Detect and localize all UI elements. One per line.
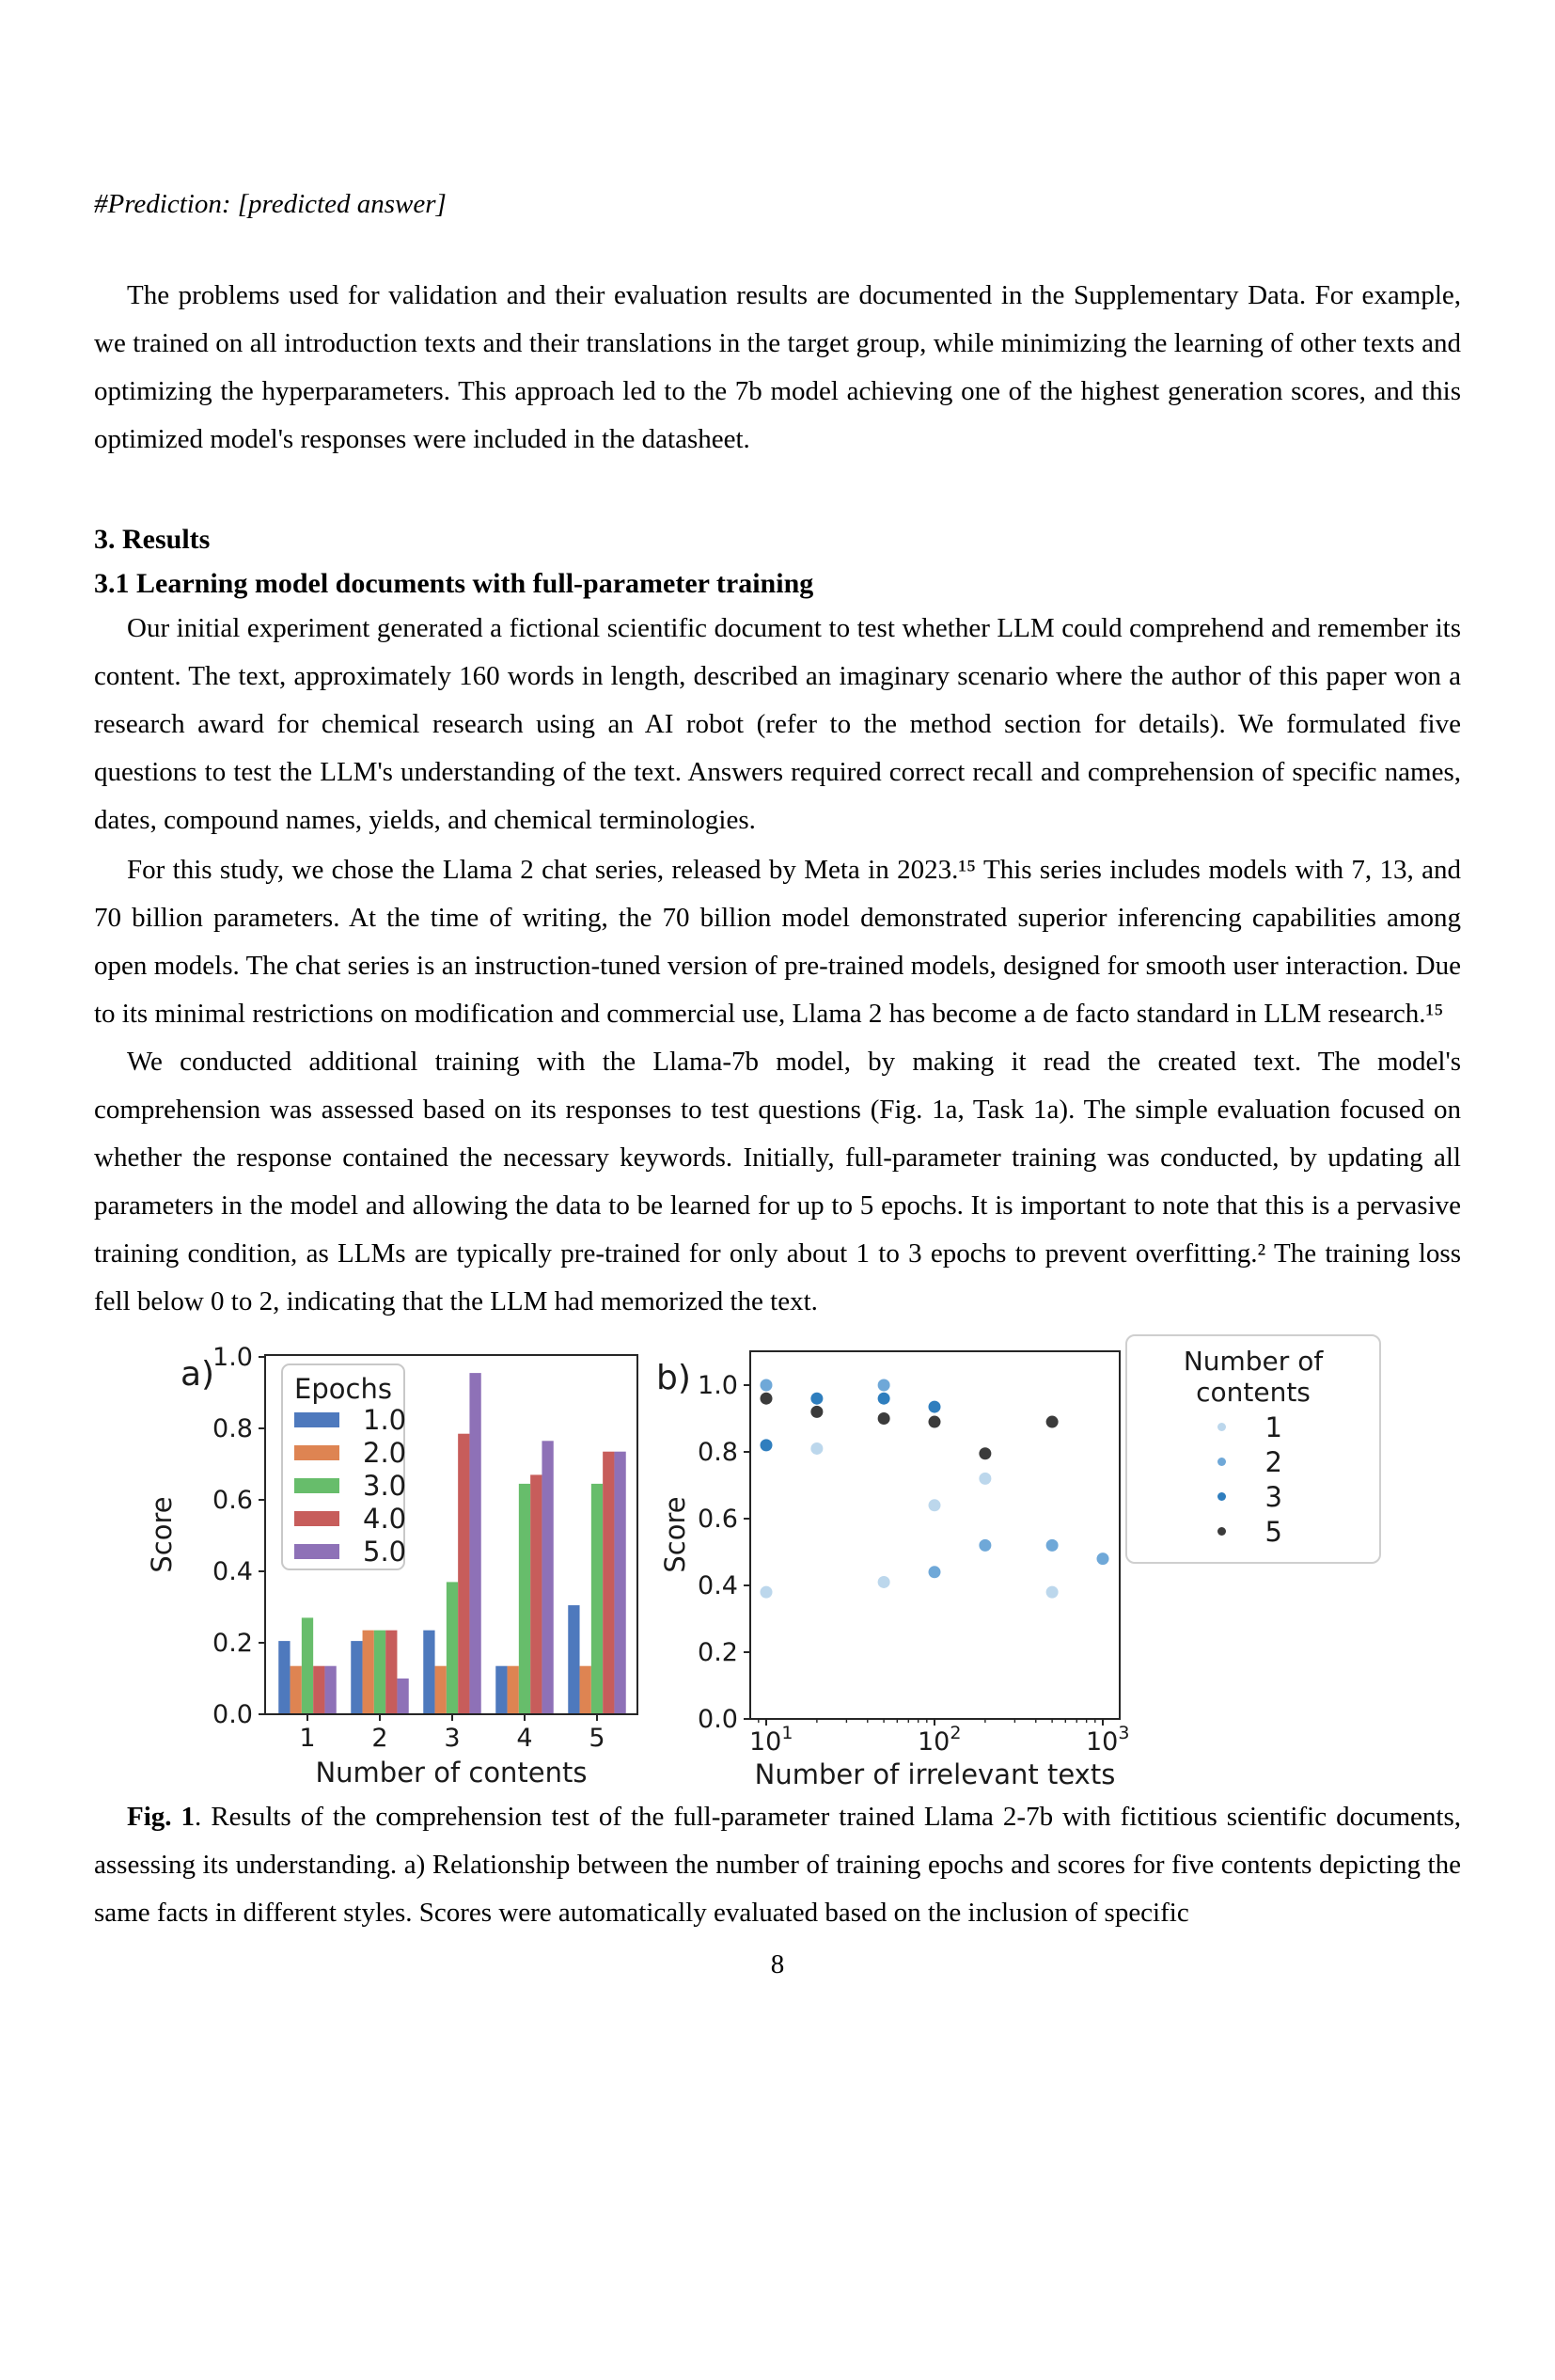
bar <box>447 1582 458 1714</box>
paragraph-validation: The problems used for validation and their evaluation results are documented in the Supplementary Data. For example, we trained on all introduction texts and their translations in the target group, while minimizing the learning of other texts and optimizing the hyperparameters. This approach led to the 7b model achieving one of the highest generation scores, and this optimized model's responses were included in the datasheet. <box>94 280 1461 454</box>
scatter-legend-entry <box>1127 1479 1379 1514</box>
scatter-legend <box>1125 1334 1381 1564</box>
legend-dot-icon <box>1217 1492 1226 1501</box>
scatter-legend-entry <box>1127 1514 1379 1549</box>
figure-caption-label: Fig. 1 <box>127 1802 196 1832</box>
y-tick-label: 0.4 <box>212 1557 253 1586</box>
scatter-point <box>810 1442 823 1455</box>
scatter-point <box>761 1439 773 1451</box>
bar <box>423 1631 434 1714</box>
x-tick-label: 1 <box>299 1724 316 1753</box>
scatter-point <box>979 1539 991 1552</box>
legend-entry-label: 5 <box>1264 1515 1282 1548</box>
legend-swatch <box>294 1478 339 1493</box>
y-tick-label: 0.6 <box>212 1486 253 1515</box>
x-tick-label: $10^2$ <box>918 1723 962 1757</box>
document-page <box>0 181 1555 1989</box>
legend-swatch <box>294 1544 339 1559</box>
bar <box>591 1484 603 1714</box>
x-axis-title: Number of irrelevant texts <box>754 1758 1116 1789</box>
y-tick-label: 0.6 <box>698 1505 738 1534</box>
y-tick-label: 0.2 <box>698 1638 738 1667</box>
scatter-point <box>878 1379 890 1392</box>
x-tick-label: $10^1$ <box>749 1723 793 1757</box>
bar <box>614 1452 625 1714</box>
bar <box>435 1666 447 1714</box>
bar <box>313 1666 324 1714</box>
bar-legend-title: Epochs <box>294 1373 392 1405</box>
scatter-point <box>929 1416 941 1428</box>
scatter-point <box>878 1576 890 1588</box>
scatter-point <box>810 1406 823 1418</box>
bar <box>324 1666 336 1714</box>
legend-entry-label: 1 <box>1264 1411 1282 1443</box>
legend-entry-label: 2.0 <box>363 1437 407 1469</box>
y-tick-label: 0.0 <box>698 1705 738 1734</box>
bar <box>519 1484 530 1714</box>
panel-label-b: b) <box>656 1359 691 1397</box>
legend-swatch <box>294 1445 339 1460</box>
paragraph-llama-series: For this study, we chose the Llama 2 chat series, released by Meta in 2023.¹⁵ This series includes models with 7, 13, and 70 billion parameters. At the time of writing, the 70 billion model demonstrated superior inferencing capabilities among open models. The chat series is an instruction-tuned version of pre-trained models, designed for smooth user interaction. Due to its minimal restrictions on modification and commercial use, Llama 2 has become a de facto standard in LLM research.¹⁵ <box>94 855 1461 1029</box>
y-tick-label: 1.0 <box>212 1343 253 1372</box>
scatter-legend-entry <box>1127 1410 1379 1444</box>
page-number: 8 <box>770 1949 785 1979</box>
bar <box>302 1617 313 1714</box>
scatter-point <box>979 1447 991 1459</box>
x-tick-label: 2 <box>371 1724 388 1753</box>
bar <box>351 1641 362 1714</box>
scatter-point <box>929 1499 941 1511</box>
figure-caption-text: . Results of the comprehension test of the full-parameter trained Llama 2-7b with fictitious scientific documents, assessing its understanding. a) Relationship between the number of training epochs and scores for five contents depicting the same facts in different styles. Scores were automatically evaluated based on the inclusion of specific <box>94 1802 1461 1928</box>
bar <box>363 1631 374 1714</box>
bar <box>291 1666 302 1714</box>
prediction-line: #Prediction: [predicted answer] <box>94 189 447 219</box>
bar <box>397 1679 408 1714</box>
scatter-point <box>761 1379 773 1392</box>
legend-dot-icon <box>1217 1527 1226 1536</box>
x-tick-label: $10^3$ <box>1086 1723 1130 1757</box>
legend-entry-label: 3.0 <box>363 1470 407 1502</box>
figure-caption <box>94 1793 1461 1937</box>
bar <box>278 1641 290 1714</box>
bar-chart-epochs-vs-score <box>122 1340 649 1789</box>
x-axis-title: Number of contents <box>315 1757 588 1789</box>
x-tick-label: 5 <box>589 1724 605 1753</box>
scatter-point <box>929 1401 941 1413</box>
bar <box>580 1666 591 1714</box>
scatter-point <box>979 1473 991 1485</box>
scatter-point <box>1046 1586 1059 1599</box>
subsection-heading: 3.1 Learning model documents with full-parameter training <box>94 568 814 599</box>
bar <box>530 1474 542 1714</box>
scatter-point <box>1046 1416 1059 1428</box>
y-tick-label: 0.0 <box>212 1700 253 1729</box>
paragraph-training: We conducted additional training with the Llama-7b model, by making it read the created text. The model's comprehension was assessed based on its responses to test questions (Fig. 1a, Task 1a). The simple evaluation focused on whether the response contained the necessary keywords. Initially, full-parameter training was conducted, by updating all parameters in the model and allowing the data to be learned for up to 5 epochs. It is important to note that this is a pervasive training condition, as LLMs are typically pre-trained for only about 1 to 3 epochs to prevent overfitting.² The training loss fell below 0 to 2, indicating that the LLM had memorized the text. <box>94 1047 1461 1316</box>
scatter-legend-entry <box>1127 1444 1379 1479</box>
figure-1 <box>122 1340 1461 1789</box>
scatter-legend-title: Number of contents <box>1183 1346 1324 1408</box>
legend-entry-label: 1.0 <box>363 1404 407 1436</box>
legend-swatch <box>294 1412 339 1427</box>
x-tick-label: 3 <box>444 1724 461 1753</box>
scatter-point <box>878 1393 890 1405</box>
legend-entry-label: 2 <box>1264 1445 1282 1478</box>
panel-label-a: a) <box>181 1355 215 1394</box>
scatter-point <box>761 1393 773 1405</box>
bar <box>374 1631 385 1714</box>
results-heading: 3. Results <box>94 524 211 555</box>
scatter-point <box>878 1412 890 1425</box>
legend-dot-icon <box>1217 1458 1226 1466</box>
legend-dot-icon <box>1217 1423 1226 1431</box>
legend-entry-label: 5.0 <box>363 1536 407 1568</box>
paragraph-experiment: Our initial experiment generated a fictional scientific document to test whether LLM could comprehend and remember its content. The text, approximately 160 words in length, described an imaginary scenario where the author of this paper won a research award for chemical research using an AI robot (refer to the method section for details). We formulated five questions to test the LLM's understanding of the text. Answers required correct recall and comprehension of specific names, dates, compound names, yields, and chemical terminologies. <box>94 613 1461 835</box>
y-tick-label: 0.4 <box>698 1571 738 1600</box>
legend-entry-label: 4.0 <box>363 1503 407 1535</box>
y-tick-label: 0.2 <box>212 1629 253 1658</box>
bar <box>469 1373 480 1714</box>
bar <box>542 1441 553 1714</box>
scatter-chart-irrelevant-texts-vs-score <box>649 1340 1161 1789</box>
scatter-legend-rows <box>1127 1410 1379 1549</box>
bar <box>603 1452 614 1714</box>
scatter-point <box>1046 1539 1059 1552</box>
y-tick-label: 1.0 <box>698 1371 738 1400</box>
y-tick-label: 0.8 <box>698 1438 738 1467</box>
bar <box>508 1666 519 1714</box>
x-tick-label: 4 <box>516 1724 533 1753</box>
bar <box>495 1666 507 1714</box>
bar <box>568 1605 579 1714</box>
scatter-point <box>810 1393 823 1405</box>
y-tick-label: 0.8 <box>212 1414 253 1443</box>
y-axis-title: Score <box>659 1496 691 1573</box>
scatter-point <box>929 1566 941 1578</box>
legend-entry-label: 3 <box>1264 1480 1282 1513</box>
legend-swatch <box>294 1511 339 1526</box>
y-axis-title: Score <box>146 1496 178 1573</box>
scatter-point <box>1097 1553 1109 1565</box>
scatter-point <box>761 1586 773 1599</box>
bar <box>385 1631 397 1714</box>
bar <box>458 1434 469 1714</box>
